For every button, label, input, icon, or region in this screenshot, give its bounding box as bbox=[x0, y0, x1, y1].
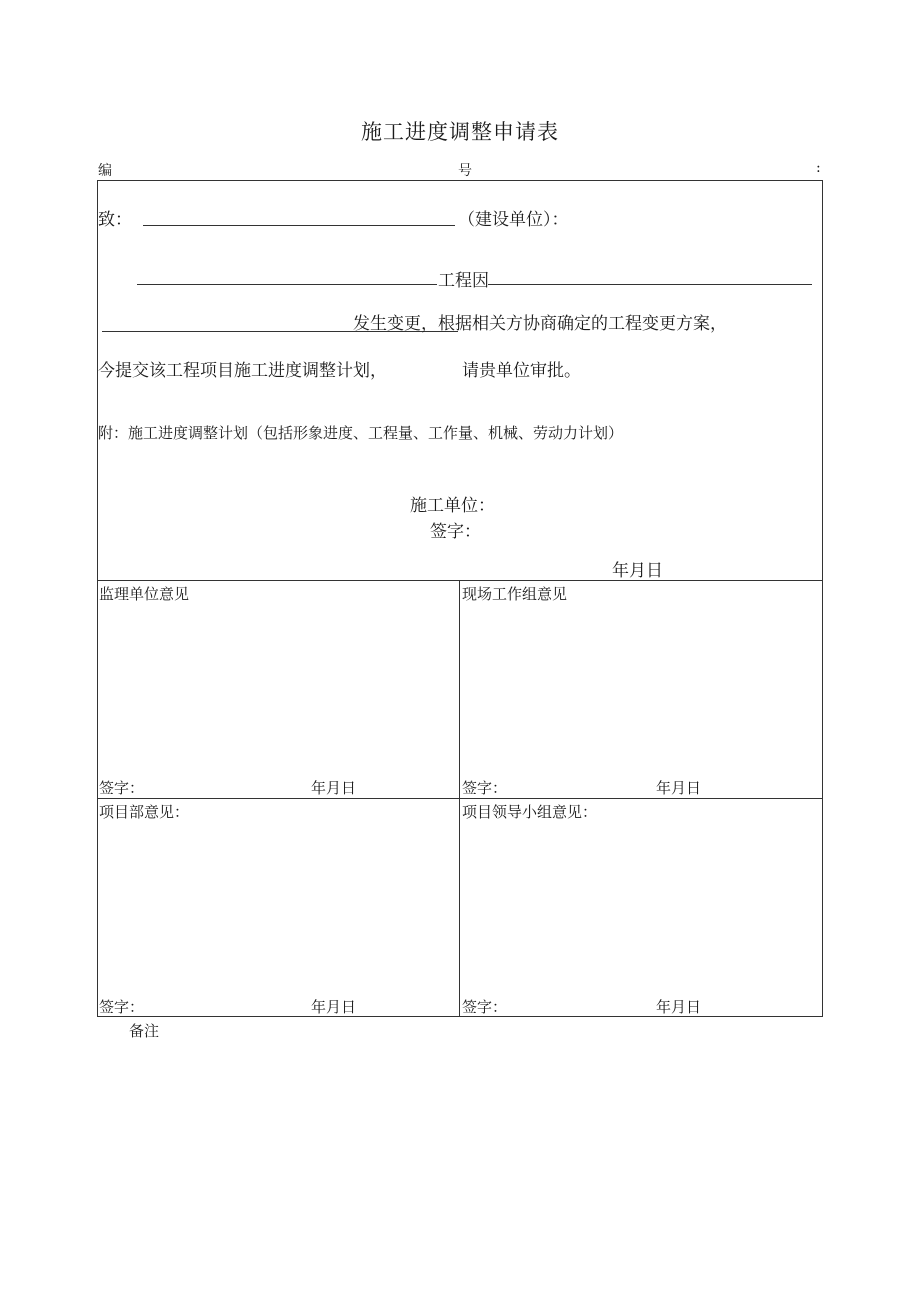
serial-label-left: 编 bbox=[98, 163, 112, 179]
table-bottom-border bbox=[97, 1016, 823, 1017]
page-title: 施工进度调整申请表 bbox=[361, 120, 559, 144]
opinion-sign-label: 签字： bbox=[462, 779, 508, 797]
opinion-date-label: 年月日 bbox=[311, 998, 357, 1016]
opinion-sign-label: 签字： bbox=[99, 779, 145, 797]
column-divider bbox=[459, 580, 460, 1017]
owner-unit-field[interactable] bbox=[143, 225, 455, 226]
opinion-sign-label: 签字： bbox=[462, 998, 508, 1016]
opinion-title: 项目领导小组意见： bbox=[462, 803, 598, 821]
contractor-sign-label: 签字： bbox=[430, 522, 481, 542]
change-cause-field[interactable] bbox=[488, 284, 812, 285]
contractor-label: 施工单位： bbox=[410, 496, 495, 516]
submit-statement: 今提交该工程项目施工进度调整计划， bbox=[98, 361, 387, 381]
project-name-field[interactable] bbox=[137, 284, 437, 285]
table-top-border bbox=[97, 180, 823, 181]
opinion-title: 项目部意见： bbox=[99, 803, 190, 821]
opinion-title: 监理单位意见 bbox=[99, 585, 190, 603]
table-right-border bbox=[822, 180, 823, 1017]
table-left-border bbox=[97, 180, 98, 1017]
serial-label-mid: 号 bbox=[458, 163, 472, 179]
change-statement: 发生变更，根据相关方协商确定的工程变更方案， bbox=[353, 314, 727, 334]
contractor-date-label: 年月日 bbox=[612, 561, 663, 581]
opinion-date-label: 年月日 bbox=[656, 998, 702, 1016]
serial-label-right: : bbox=[816, 160, 821, 176]
opinion-date-label: 年月日 bbox=[311, 779, 357, 797]
to-label: 致： bbox=[98, 210, 132, 230]
owner-unit-suffix: （建设单位）： bbox=[458, 210, 569, 230]
opinion-sign-label: 签字： bbox=[99, 998, 145, 1016]
opinion-date-label: 年月日 bbox=[656, 779, 702, 797]
project-cause-label: 工程因 bbox=[438, 271, 489, 291]
section-divider-2 bbox=[97, 798, 823, 799]
section-divider-1 bbox=[97, 580, 823, 581]
remark-label: 备注 bbox=[129, 1022, 160, 1040]
approval-request: 请贵单位审批。 bbox=[462, 361, 581, 381]
attachment-note: 附：施工进度调整计划（包括形象进度、工程量、工作量、机械、劳动力计划） bbox=[98, 424, 624, 442]
opinion-title: 现场工作组意见 bbox=[462, 585, 568, 603]
